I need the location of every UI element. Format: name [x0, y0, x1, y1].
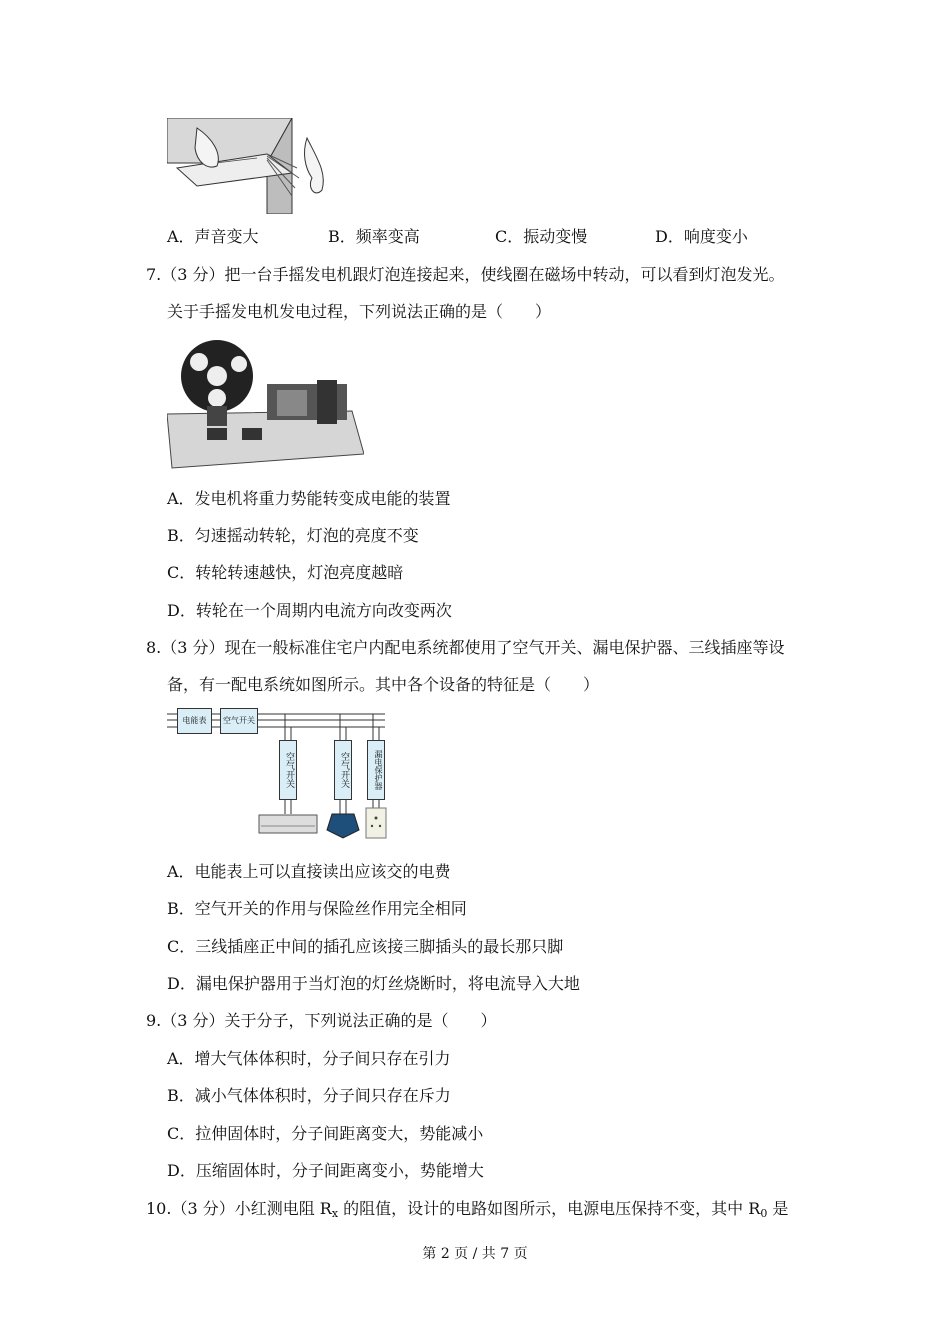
distribution-diagram: [167, 708, 392, 840]
q7-stem-line2: 关于手摇发电机发电过程，下列说法正确的是（ ）: [167, 302, 552, 321]
q6-option-d[interactable]: D．响度变小: [655, 227, 748, 246]
hand-generator-image: [167, 336, 364, 470]
q10-prefix: 10.（3 分）小红测电阻 R: [146, 1199, 332, 1218]
page-footer: 第 2 页 / 共 7 页: [422, 1246, 528, 1262]
q8-stem-line2: 备，有一配电系统如图所示。其中各个设备的特征是（ ）: [167, 675, 600, 694]
q7-stem-line1: 7.（3 分）把一台手摇发电机跟灯泡连接起来，使线圈在磁场中转动，可以看到灯泡发光。: [146, 265, 785, 284]
q10-suffix: 是: [767, 1199, 789, 1218]
meter-box: 电能表: [177, 708, 212, 734]
q6-option-b[interactable]: B．频率变高: [328, 227, 420, 246]
q7-option-d[interactable]: D．转轮在一个周期内电流方向改变两次: [167, 601, 452, 620]
q8-option-b[interactable]: B．空气开关的作用与保险丝作用完全相同: [167, 899, 467, 918]
leakage-protector: 漏电保护器: [367, 740, 385, 800]
q6-option-c[interactable]: C．振动变慢: [495, 227, 588, 246]
q8-option-d[interactable]: D．漏电保护器用于当灯泡的灯丝烧断时，将电流导入大地: [167, 974, 580, 993]
q7-option-a[interactable]: A．发电机将重力势能转变成电能的装置: [167, 489, 451, 508]
branch-switch-2: 空气开关: [334, 740, 352, 800]
q10-sub-x: x: [331, 1207, 339, 1220]
q10-middle: 的阻值，设计的电路如图所示，电源电压保持不变，其中 R: [338, 1199, 761, 1218]
q7-option-b[interactable]: B．匀速摇动转轮，灯泡的亮度不变: [167, 526, 419, 545]
q9-option-d[interactable]: D．压缩固体时，分子间距离变小，势能增大: [167, 1161, 484, 1180]
main-switch-box: 空气开关: [220, 708, 258, 734]
q8-stem-line1: 8.（3 分）现在一般标准住宅户内配电系统都使用了空气开关、漏电保护器、三线插座等设: [146, 638, 785, 657]
branch-switch-1: 空气开关: [279, 740, 297, 800]
ruler-experiment-image: [167, 118, 342, 214]
q8-option-c[interactable]: C．三线插座正中间的插孔应该接三脚插头的最长那只脚: [167, 937, 564, 956]
q10-sub-0: 0: [760, 1207, 768, 1220]
q9-option-a[interactable]: A．增大气体体积时，分子间只存在引力: [167, 1049, 451, 1068]
q6-option-a[interactable]: A．声音变大: [167, 227, 259, 246]
q9-stem: 9.（3 分）关于分子，下列说法正确的是（ ）: [146, 1011, 497, 1030]
q7-option-c[interactable]: C．转轮转速越快，灯泡亮度越暗: [167, 563, 404, 582]
q10-stem: [146, 1196, 788, 1220]
q8-option-a[interactable]: A．电能表上可以直接读出应该交的电费: [167, 862, 451, 881]
q9-option-c[interactable]: C．拉伸固体时，分子间距离变大，势能减小: [167, 1124, 484, 1143]
q9-option-b[interactable]: B．减小气体体积时，分子间只存在斥力: [167, 1086, 451, 1105]
